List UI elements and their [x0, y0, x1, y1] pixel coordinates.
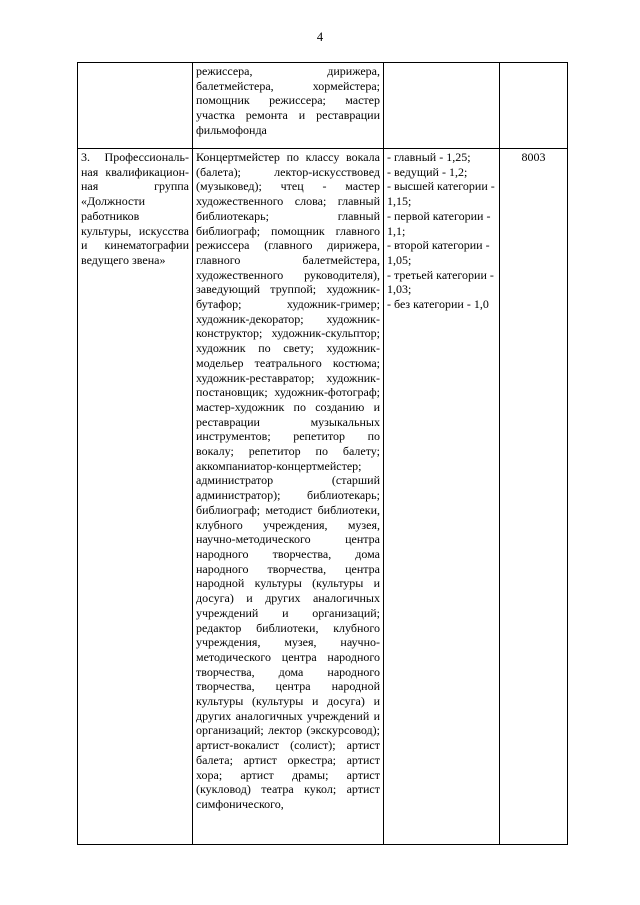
- table-row: [78, 63, 568, 149]
- table-row: [78, 149, 568, 845]
- qualification-table: [77, 62, 568, 845]
- group-cell: [78, 63, 193, 149]
- coefficient-line: - без категории - 1,0: [387, 297, 489, 312]
- positions-cell: режиссера, дирижера, балетмейстера, хормейстера; помощник режиссера; мастер участка ремонта и реставрации фильмофонда: [193, 63, 384, 149]
- coefficient-line: - третьей категории - 1,03;: [387, 267, 494, 297]
- coefficient-line: - ведущий - 1,2;: [387, 164, 468, 179]
- coefficients-cell: [384, 63, 500, 149]
- group-cell: 3. Профессиональ-ная квалификацион-ная группа «Должности работников культуры, искусства и кинематографии ведущего звена»: [78, 149, 193, 845]
- salary-cell: 8003: [500, 149, 568, 845]
- coefficient-line: - высшей категории - 1,15;: [387, 179, 495, 209]
- positions-cell: Концертмейстер по классу вокала (балета); лектор-искусствовед (музыковед); чтец - мастер художественного слова; главный библиотекарь; главный библиограф; помощник главного режиссера (главного дирижера, главного балетмейстера, художественного руководителя), заведующий труппой; художник-бутафор; художник-гример; художник-декоратор; художник-конструктор; художник-скульптор; художник по свету; художник-модельер театрального костюма; художник-реставратор; художник-постановщик; художник-фотограф; мастер-художник по созданию и реставрации музыкальных инструментов; репетитор по вокалу; репетитор по балету; аккомпаниатор-концертмейстер; администратор (старший администратор); библиотекарь; библиограф; методист библиотеки, клубного учреждения, музея, научно-методического центра народного творчества, дома народного творчества, центра народной культуры (культуры и досуга) и других аналогичных учреждений и организаций; редактор библиотеки, клубного учреждения, музея, научно-методического центра народного творчества, дома народного творчества, центра народной культуры (культуры и досуга) и других аналогичных учреждений и организаций; лектор (экскурсовод); артист-вокалист (солист); артист балета; артист оркестра; артист хора; артист драмы; артист (кукловод) театра кукол; артист симфонического,: [193, 149, 384, 845]
- coefficient-line: - первой категории - 1,1;: [387, 208, 491, 238]
- coefficient-line: - главный - 1,25;: [387, 150, 471, 164]
- coefficient-line: - второй категории - 1,05;: [387, 238, 490, 267]
- salary-cell: [500, 63, 568, 149]
- page-number: 4: [316, 30, 324, 44]
- coefficients-cell: [384, 149, 500, 845]
